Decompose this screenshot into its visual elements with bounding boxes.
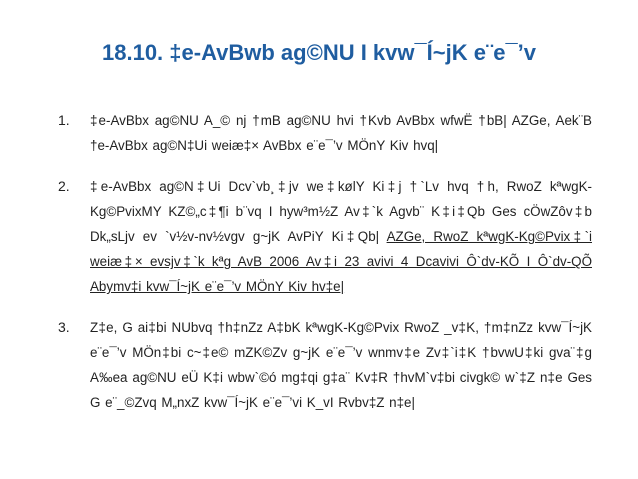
list-item-text-underlined: AZGe, RwoZ kªwgK-Kg©Pvix‡`i weiæ‡× evsjv‡`k kªg AvB 2006 Av‡i 23 avivi 4 Dcavivi Ô`dv-KÕ I Ô`dv-QÕ Abymv‡i kvw¯Í~jK e¨e¯’v MÖnY Kiv hv‡e| <box>90 229 592 294</box>
numbered-list <box>58 108 592 431</box>
list-item <box>58 315 592 415</box>
list-item-number: 2. <box>58 178 70 194</box>
list-item-text-plain: ‡e-AvBbx ag©N‡Ui Dcv`vb¸‡jv we‡kølY Ki‡j †`Lv hvq †h, RwoZ kªwgK-Kg©PvixMY KZ©„c‡¶i b¨vq I hyw³m½Z Av‡`k Agvb¨ K‡i‡Qb Ges cÖwZôv‡b Dk„sLjv ev `v½v-nv½vgv g~jK AvPiY Ki‡Qb| <box>90 179 592 244</box>
list-item-text: ‡e-AvBbx ag©NU A_© nj †mB ag©NU hvi †Kvb AvBbx wfwË †bB| AZGe, Aek¨B †e-AvBbx ag©N‡Ui weiæ‡× AvBbx e¨e¯’v MÖnY Kiv hvq| <box>90 113 592 153</box>
list-item-text: Z‡e, G ai‡bi NUbvq †h‡nZz A‡bK kªwgK-Kg©Pvix RwoZ _v‡K, †m‡nZz kvw¯Í~jK e¨e¯’v MÖn‡bi c~‡e© mZK©Zv g~jK e¨e¯’v wnmv‡e Zv‡`i‡K †bvwU‡ki gva¨‡g A‰ea ag©NU eÜ K‡i wbw`©ó mg‡qi g‡a¨ Kv‡R †hvM`v‡bi civgk© w`‡Z n‡e Ges G e¨_©Zvq M„nxZ kvw¯Í~jK e¨e¯’vi K_vI Rvbv‡Z n‡e| <box>90 320 592 410</box>
list-item-number: 1. <box>58 112 70 128</box>
list-item <box>58 108 592 158</box>
list-item-text <box>90 174 592 299</box>
list-item <box>58 174 592 299</box>
slide-title: 18.10. ‡e-AvBwb ag©NU I kvw¯Í~jK e¨e¯’v <box>102 40 537 65</box>
list-item-number: 3. <box>58 319 70 335</box>
